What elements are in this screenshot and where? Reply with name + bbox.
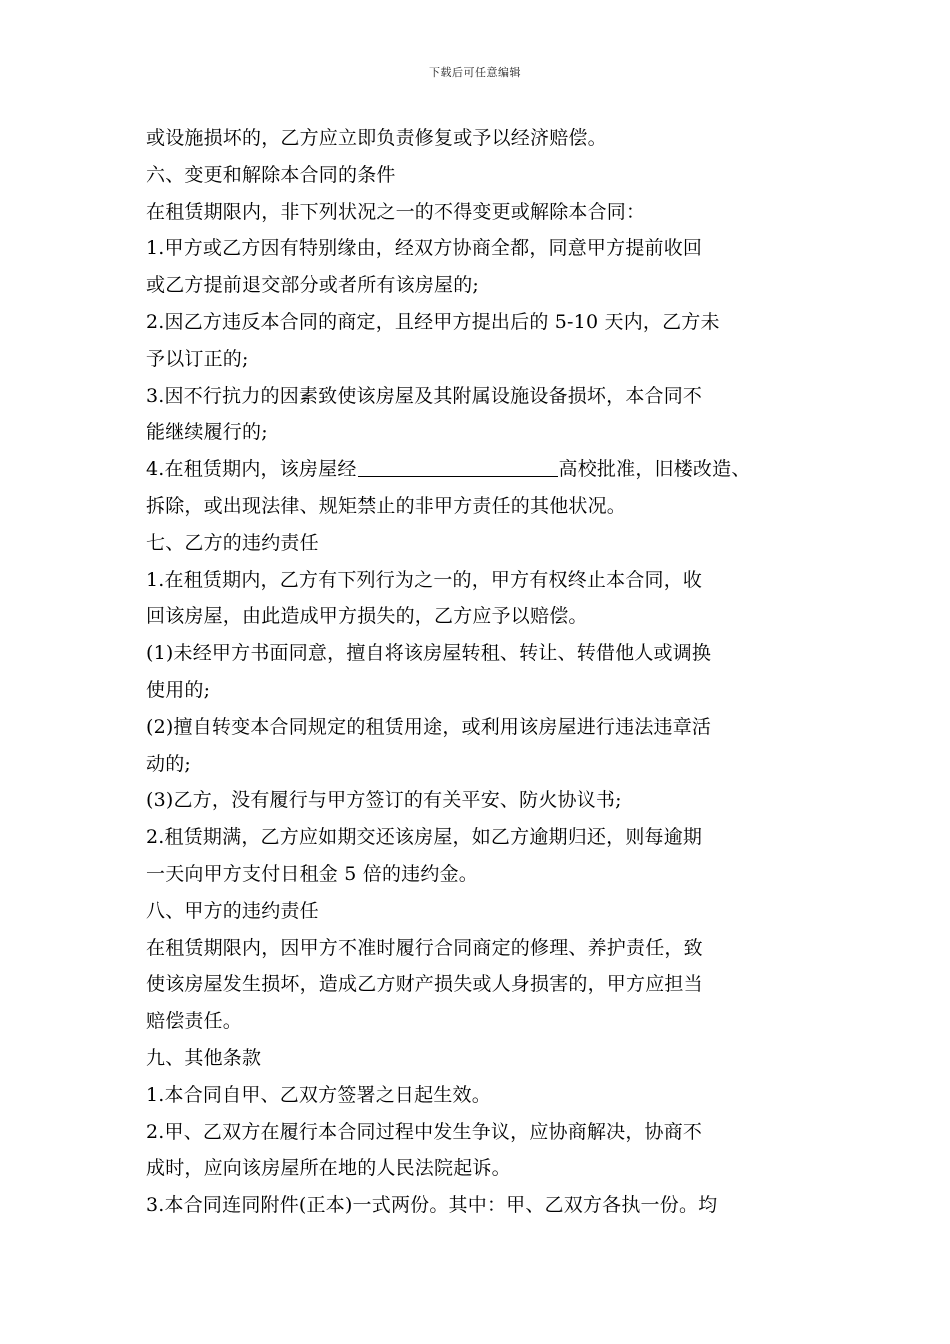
text-line: 在租赁期限内，非下列状况之一的不得变更或解除本合同： xyxy=(146,200,646,223)
text-line: 在租赁期限内，因甲方不准时履行合同商定的修理、养护责任，致 xyxy=(146,936,703,959)
text-line: 3.本合同连同附件(正本)一式两份。其中：甲、乙双方各执一份。均 xyxy=(146,1194,718,1217)
text-line: 一天向甲方支付日租金 5 倍的违约金。 xyxy=(146,862,478,885)
text-line: (3)乙方，没有履行与甲方签订的有关平安、防火协议书; xyxy=(146,789,622,812)
text-line-with-blank xyxy=(146,451,810,488)
text-line: 使该房屋发生损坏，造成乙方财产损失或人身损害的，甲方应担当 xyxy=(146,973,703,996)
text-line: (1)未经甲方书面同意，擅自将该房屋转租、转让、转借他人或调换 xyxy=(146,642,712,665)
text-line: 2.甲、乙双方在履行本合同过程中发生争议，应协商解决，协商不 xyxy=(146,1120,703,1143)
text-line: 2.因乙方违反本合同的商定，且经甲方提出后的 5-10 天内，乙方未 xyxy=(146,310,720,333)
text-line: 能继续履行的; xyxy=(146,421,268,444)
text-line: 1.本合同自甲、乙双方签署之日起生效。 xyxy=(146,1083,491,1106)
section-heading-9: 九、其他条款 xyxy=(146,1046,262,1069)
text-line: 1.甲方或乙方因有特别缘由，经双方协商全都，同意甲方提前收回 xyxy=(146,237,703,260)
document-body xyxy=(146,120,810,1224)
text-line: 3.因不行抗力的因素致使该房屋及其附属设施设备损坏，本合同不 xyxy=(146,384,703,407)
text-line: 予以订正的; xyxy=(146,347,249,370)
text-line: 或乙方提前退交部分或者所有该房屋的; xyxy=(146,274,480,297)
text-segment: 高校批准，旧楼改造、 xyxy=(558,458,751,481)
text-line: 回该房屋，由此造成甲方损失的，乙方应予以赔偿。 xyxy=(146,605,588,628)
section-heading-7: 七、乙方的违约责任 xyxy=(146,531,319,554)
text-line: 2.租赁期满，乙方应如期交还该房屋，如乙方逾期归还，则每逾期 xyxy=(146,826,703,849)
section-heading-6: 六、变更和解除本合同的条件 xyxy=(146,163,396,186)
text-line: 1.在租赁期内，乙方有下列行为之一的，甲方有权终止本合同，收 xyxy=(146,568,703,591)
section-heading-8: 八、甲方的违约责任 xyxy=(146,899,319,922)
text-line: 动的; xyxy=(146,752,192,775)
text-line: 赔偿责任。 xyxy=(146,1010,243,1033)
text-line: 使用的; xyxy=(146,678,211,701)
text-line: 成时，应向该房屋所在地的人民法院起诉。 xyxy=(146,1157,511,1180)
page-header: 下载后可任意编辑 xyxy=(429,66,521,79)
text-line: 或设施损坏的，乙方应立即负责修复或予以经济赔偿。 xyxy=(146,127,607,149)
text-line: 拆除，或出现法律、规矩禁止的非甲方责任的其他状况。 xyxy=(146,494,627,517)
text-line: (2)擅自转变本合同规定的租赁用途，或利用该房屋进行违法违章活 xyxy=(146,715,712,738)
text-segment: 4.在租赁期内，该房屋经 xyxy=(146,458,357,481)
fill-in-blank xyxy=(358,454,558,477)
